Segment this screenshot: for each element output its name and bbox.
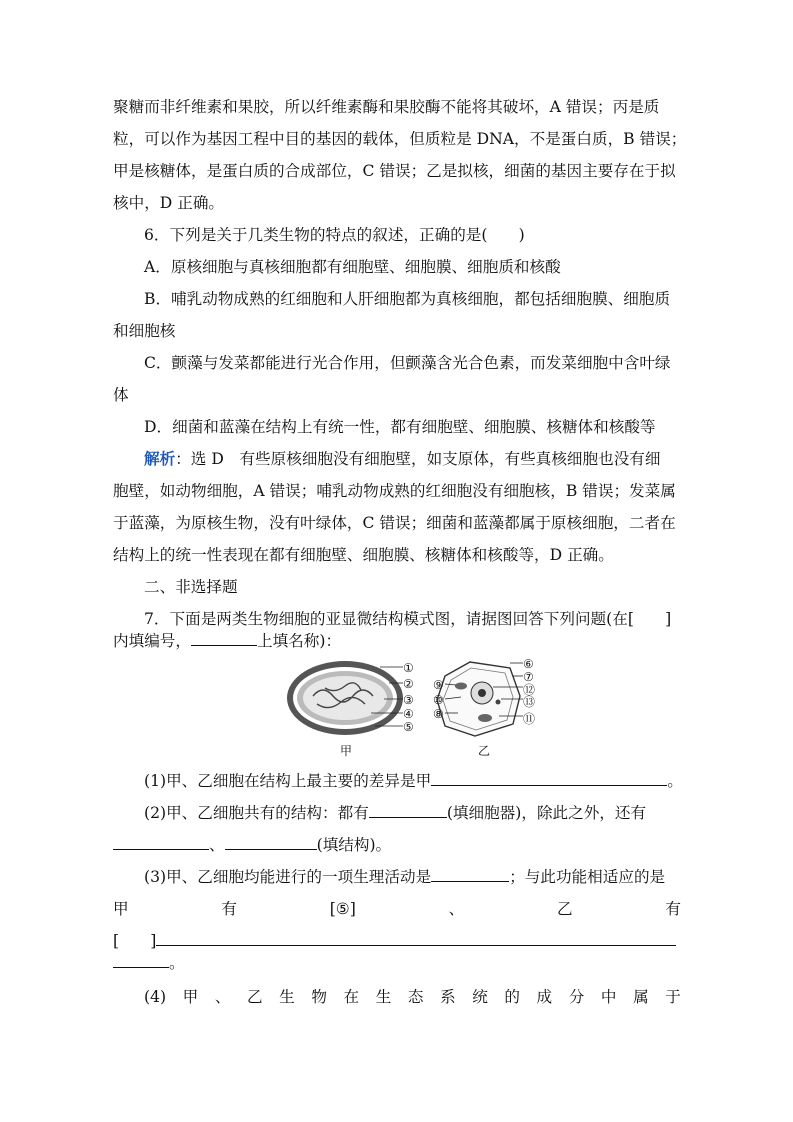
yi-label-13: ⑬ bbox=[523, 695, 536, 709]
yi-label-10: ⑩ bbox=[433, 693, 444, 707]
answer-line-2: 粒，可以作为基因工程中目的基因的载体，但质粒是 DNA，不是蛋白质，B 错误； bbox=[113, 130, 687, 148]
question-7-part-4: (4) 甲 、 乙 生 物 在 生 态 系 统 的 成 分 中 属 于 bbox=[144, 988, 681, 1006]
yi-label-9: ⑨ bbox=[433, 678, 444, 692]
yi-label-11: ⑪ bbox=[523, 712, 536, 726]
fill-blank bbox=[113, 952, 169, 968]
jia-label-3: ③ bbox=[403, 693, 414, 707]
fill-blank bbox=[431, 866, 509, 882]
question-6-option-b-cont: 和细胞核 bbox=[113, 322, 176, 340]
bacterium-cell-diagram bbox=[287, 661, 403, 735]
plant-cell-diagram bbox=[437, 662, 523, 736]
question-6-option-d: D．细菌和蓝藻在结构上有统一性，都有细胞壁、细胞膜、核糖体和核酸等 bbox=[144, 418, 656, 436]
fill-blank bbox=[225, 834, 317, 850]
question-7-stem: 7．下面是两类生物细胞的亚显微结构模式图，请据图回答下列问题(在[ ] bbox=[144, 610, 672, 628]
answer-line-1: 聚糖而非纤维素和果胶，所以纤维素酶和果胶酶不能将其破坏，A 错误；丙是质 bbox=[113, 98, 660, 116]
caption-jia: 甲 bbox=[340, 744, 353, 758]
question-6-option-a: A．原核细胞与真核细胞都有细胞壁、细胞膜、细胞质和核酸 bbox=[144, 258, 561, 276]
question-7-part-3: (3)甲、乙细胞均能进行的一项生理活动是 ；与此功能相适应的是 bbox=[144, 868, 666, 886]
question-6-option-c: C．颤藻与发菜都能进行光合作用，但颤藻含光合色素，而发菜细胞中含叶绿 bbox=[144, 354, 671, 372]
question-7-stem-cont: 内填编号， 上填名称)： bbox=[113, 632, 342, 650]
question-6-stem: 6．下列是关于几类生物的特点的叙述，正确的是( ) bbox=[144, 226, 525, 244]
fill-blank bbox=[113, 834, 209, 850]
fill-blank bbox=[369, 802, 447, 818]
answer-line-4: 核中，D 正确。 bbox=[113, 194, 225, 212]
analysis-line-2: 胞壁，如动物细胞，A 错误；哺乳动物成熟的红细胞没有细胞核，B 错误；发菜属 bbox=[113, 482, 676, 500]
question-7-part-3-line2: 甲 有 [⑤] 、 乙 有 bbox=[113, 900, 681, 918]
analysis-text: ：选 D 有些原核细胞没有细胞壁，如支原体，有些真核细胞也没有细 bbox=[175, 450, 661, 468]
question-6-option-c-cont: 体 bbox=[113, 386, 129, 404]
analysis-line-4: 结构上的统一性表现在都有细胞壁、细胞膜、核糖体和核酸等，D 正确。 bbox=[113, 546, 614, 564]
jia-label-4: ④ bbox=[403, 707, 414, 721]
question-7-part-2: (2)甲、乙细胞共有的结构：都有 (填细胞器)，除此之外，还有 bbox=[144, 804, 647, 822]
question-7-part-3-line3: [ ] bbox=[113, 930, 681, 952]
jia-label-5: ⑤ bbox=[403, 720, 414, 734]
answer-line-3: 甲是核糖体，是蛋白质的合成部位，C 错误；乙是拟核，细菌的基因主要存在于拟 bbox=[113, 162, 676, 180]
cell-diagram-figure bbox=[285, 656, 545, 758]
section-heading: 二、非选择题 bbox=[144, 578, 238, 596]
jia-label-2: ② bbox=[403, 677, 414, 691]
question-7-part-2-cont: 、 (填结构)。 bbox=[113, 834, 681, 856]
question-7-part-1: (1)甲、乙细胞在结构上最主要的差异是甲 。 bbox=[144, 772, 683, 790]
yi-label-6: ⑥ bbox=[523, 657, 534, 671]
cell-diagrams bbox=[285, 656, 545, 758]
caption-yi: 乙 bbox=[478, 744, 491, 758]
jia-label-1: ① bbox=[403, 661, 414, 675]
question-7-part-3-line4: 。 bbox=[113, 952, 681, 974]
yi-label-8: ⑧ bbox=[433, 707, 444, 721]
analysis-label: 解析 bbox=[144, 449, 176, 468]
question-6-option-b: B．哺乳动物成熟的红细胞和人肝细胞都为真核细胞，都包括细胞膜、细胞质 bbox=[144, 290, 671, 308]
fill-blank bbox=[431, 770, 667, 786]
yi-label-12: ⑫ bbox=[523, 683, 536, 697]
analysis-line-3: 于蓝藻，为原核生物，没有叶绿体，C 错误；细菌和蓝藻都属于原核细胞，二者在 bbox=[113, 514, 676, 532]
fill-blank bbox=[156, 930, 676, 946]
fill-blank bbox=[191, 630, 257, 646]
yi-label-7: ⑦ bbox=[523, 670, 534, 684]
analysis-line-1 bbox=[144, 448, 681, 470]
